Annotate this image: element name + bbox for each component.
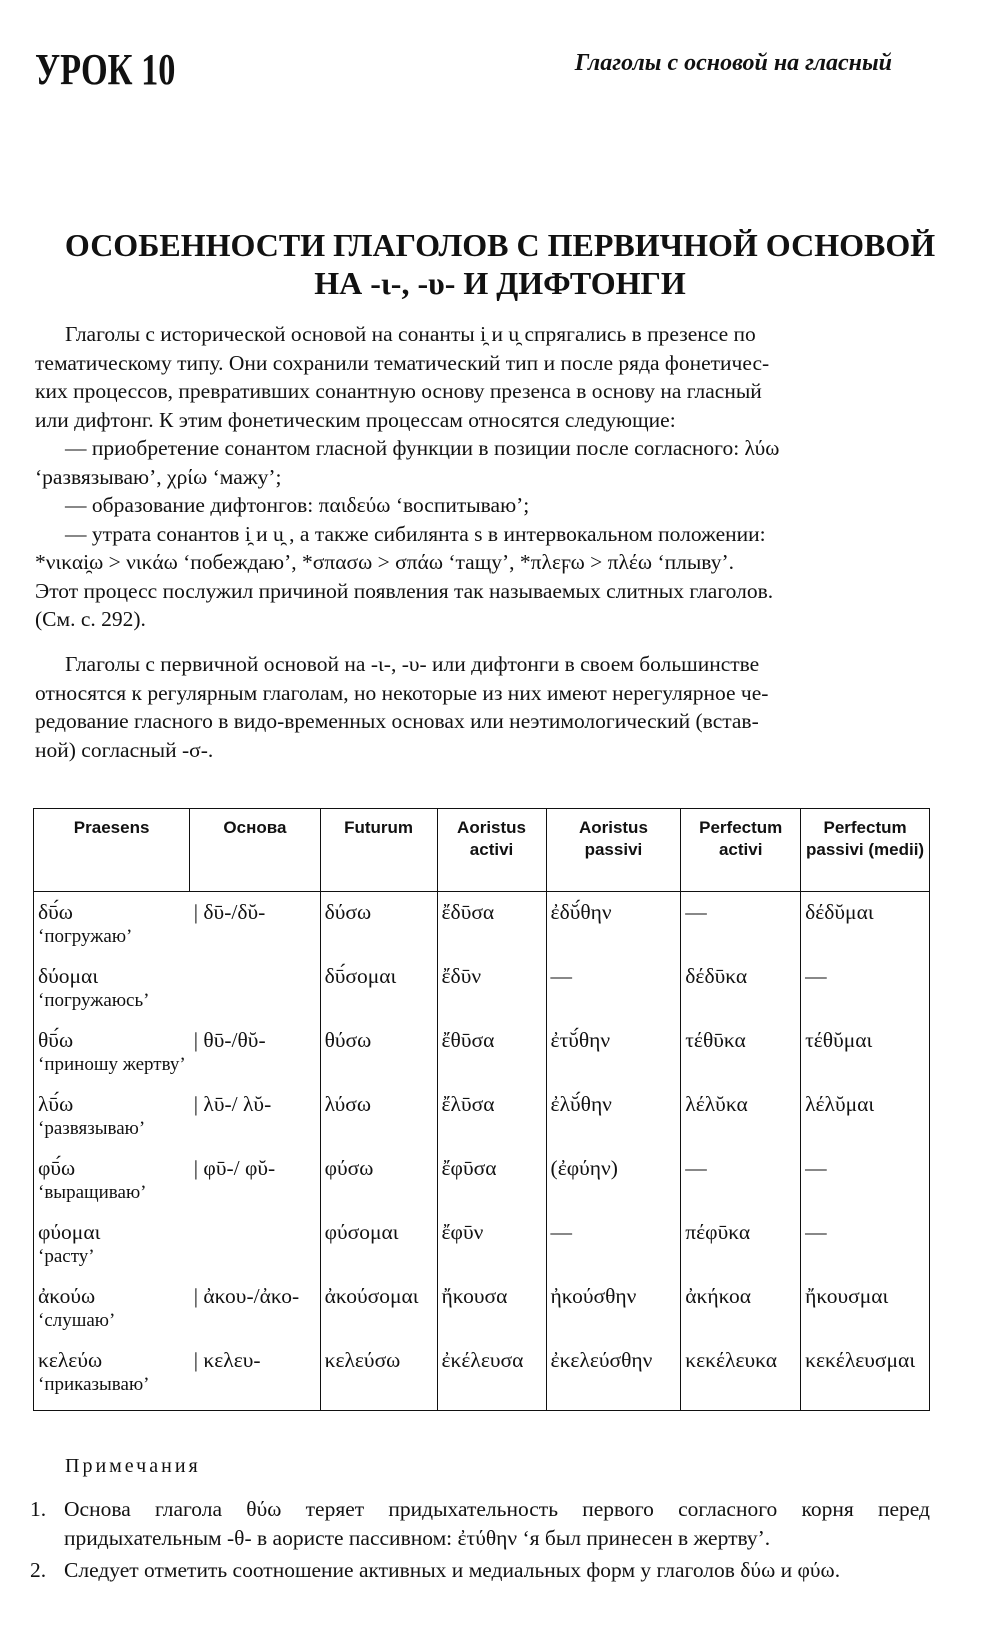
gloss-text: ‘выращиваю’ bbox=[38, 1182, 147, 1203]
cell-text: φύομαι bbox=[38, 1220, 101, 1244]
futurum-cell bbox=[320, 892, 437, 957]
cell-text: φύσω bbox=[324, 1156, 374, 1180]
cell-text: λέλῠμαι bbox=[805, 1092, 875, 1116]
table-row bbox=[34, 1276, 930, 1340]
cell-text: δῡ-/δῠ- bbox=[203, 900, 266, 924]
aorist-active-cell bbox=[437, 1340, 546, 1411]
cell-text: δύομαι bbox=[38, 964, 99, 988]
stem-cell: | ἀκου-/ἀκο- bbox=[190, 1276, 320, 1340]
perfect-active-cell bbox=[681, 1020, 801, 1084]
perfect-passive-cell bbox=[801, 1148, 930, 1212]
text-line: *νικαi̯ω > νικάω ‘побеждаю’, *σπασω > σπάω ‘тащу’, *πλεϝω > πλέω ‘плыву’. bbox=[35, 550, 734, 574]
aorist-active-cell bbox=[437, 1084, 546, 1148]
perfect-active-cell bbox=[681, 892, 801, 957]
stem-cell: | φῡ-/ φῠ- bbox=[190, 1148, 320, 1212]
perfect-active-cell bbox=[681, 1084, 801, 1148]
note-number: 2. bbox=[30, 1558, 47, 1582]
column-header: Aoristus passivi bbox=[546, 809, 681, 892]
gloss-text: ‘погружаюсь’ bbox=[38, 990, 150, 1011]
note-text: Основа глагола θύω теряет придыхательность первого согласного корня перед придыхательным -θ- в аористе пассивном: ἐτύθην ‘я был принесен в жертву’. bbox=[64, 1497, 930, 1550]
aorist-active-cell bbox=[437, 892, 546, 957]
cell-text: ἔλῡσα bbox=[441, 1092, 495, 1116]
perfect-passive-cell bbox=[801, 1084, 930, 1148]
running-title: Глаголы с основой на гласный bbox=[574, 50, 892, 76]
cell-text: δύσω bbox=[324, 900, 372, 924]
text-line: — утрата сонантов i̯ и u̯ , а также сибилянта s в интервокальном положении: bbox=[65, 521, 766, 546]
table-header-row bbox=[34, 809, 930, 892]
gloss-text: ‘развязываю’ bbox=[38, 1118, 146, 1139]
aorist-passive-cell bbox=[546, 1020, 681, 1084]
table-row bbox=[34, 1020, 930, 1084]
futurum-cell bbox=[320, 1276, 437, 1340]
text-line: относятся к регулярным глаголам, но некоторые из них имеют нерегулярное че- bbox=[35, 680, 769, 705]
cell-text: ἔδῡσα bbox=[441, 900, 495, 924]
cell-text: ἐλῠ́θην bbox=[550, 1092, 612, 1116]
perfect-active-cell bbox=[681, 1148, 801, 1212]
cell-text: ἀκου-/ἀκο- bbox=[203, 1284, 300, 1308]
aorist-active-cell bbox=[437, 1020, 546, 1084]
aorist-active-cell bbox=[437, 1212, 546, 1276]
text-line: Этот процесс послужил причиной появления так называемых слитных глаголов. bbox=[35, 578, 774, 603]
cell-text: (ἐφύην) bbox=[550, 1156, 618, 1180]
verb-forms-table bbox=[33, 808, 930, 1411]
notes-heading: Примечания bbox=[65, 1455, 201, 1477]
text-line: ‘развязываю’, χρίω ‘мажу’; bbox=[35, 464, 282, 489]
column-header: Основа bbox=[190, 809, 320, 892]
table-row bbox=[34, 892, 930, 957]
pres-cell bbox=[34, 1212, 190, 1276]
perfect-passive-cell bbox=[801, 1020, 930, 1084]
text-line: — образование дифтонгов: παιδεύω ‘воспитываю’; bbox=[65, 493, 530, 517]
futurum-cell bbox=[320, 1020, 437, 1084]
cell-text: — bbox=[805, 1156, 827, 1180]
cell-text: — bbox=[805, 1220, 827, 1244]
futurum-cell bbox=[320, 1148, 437, 1212]
cell-text: ἀκούω bbox=[38, 1284, 96, 1308]
note-text: Следует отметить соотношение активных и медиальных форм у глаголов δύω и φύω. bbox=[64, 1558, 841, 1582]
cell-text: — bbox=[550, 1220, 573, 1244]
cell-text: φύσομαι bbox=[324, 1220, 399, 1244]
cell-text: ἀκούσομαι bbox=[324, 1284, 419, 1308]
pres-cell bbox=[34, 1340, 190, 1411]
aorist-passive-cell bbox=[546, 892, 681, 957]
aorist-active-cell bbox=[437, 1148, 546, 1212]
column-header: Futurum bbox=[320, 809, 437, 892]
cell-text: ἤκουσα bbox=[441, 1284, 508, 1308]
text-line: Глаголы с первичной основой на -ι-, -υ- или дифтонги в своем большинстве bbox=[65, 652, 760, 676]
cell-text: ἐδῠ́θην bbox=[550, 900, 612, 924]
cell-text: ἔφῡσα bbox=[441, 1156, 497, 1180]
text-line: ной) согласный -σ-. bbox=[35, 737, 214, 762]
pres-cell bbox=[34, 956, 190, 1020]
lesson-number: УРОК 10 bbox=[35, 45, 176, 94]
perfect-passive-cell bbox=[801, 1276, 930, 1340]
cell-text: τέθῠμαι bbox=[805, 1028, 873, 1052]
stem-cell: | λῡ-/ λῠ- bbox=[190, 1084, 320, 1148]
column-header: Perfectum activi bbox=[681, 809, 801, 892]
cell-text: κελεύσω bbox=[324, 1348, 401, 1372]
cell-text: θύσω bbox=[324, 1028, 372, 1052]
cell-text: ἠκούσθην bbox=[550, 1284, 637, 1308]
cell-text: κελεύω bbox=[38, 1348, 103, 1372]
cell-text: ἐκελεύσθην bbox=[550, 1348, 653, 1372]
gloss-text: ‘приказываю’ bbox=[38, 1374, 150, 1395]
futurum-cell bbox=[320, 1340, 437, 1411]
aorist-active-cell bbox=[437, 956, 546, 1020]
column-header: Aoristus activi bbox=[437, 809, 546, 892]
gloss-text: ‘расту’ bbox=[38, 1246, 95, 1267]
pres-cell bbox=[34, 1084, 190, 1148]
cell-text: κεκέλευσμαι bbox=[805, 1348, 916, 1372]
perfect-active-cell bbox=[681, 956, 801, 1020]
cell-text: ἐκέλευσα bbox=[441, 1348, 524, 1372]
second-paragraph bbox=[35, 650, 930, 764]
cell-text: δῡ́ω bbox=[38, 900, 73, 924]
perfect-passive-cell bbox=[801, 892, 930, 957]
aorist-passive-cell bbox=[546, 1148, 681, 1212]
table-row bbox=[34, 1148, 930, 1212]
cell-text: φῡ́ω bbox=[38, 1156, 76, 1180]
cell-text: ἤκουσμαι bbox=[805, 1284, 889, 1308]
table-row bbox=[34, 956, 930, 1020]
text-line: — приобретение сонантом гласной функции в позиции после согласного: λύω bbox=[65, 436, 780, 460]
text-line: редование гласного в видо-временных основах или неэтимологический (встав- bbox=[35, 709, 759, 733]
column-header: Praesens bbox=[34, 809, 190, 892]
section-title bbox=[40, 226, 960, 302]
cell-text: κελευ- bbox=[203, 1348, 261, 1372]
stem-cell bbox=[190, 956, 320, 1020]
text-line: или дифтонг. К этим фонетическим процессам относятся следующие: bbox=[35, 407, 676, 432]
perfect-active-cell bbox=[681, 1212, 801, 1276]
stem-cell: | δῡ-/δῠ- bbox=[190, 892, 320, 957]
column-header: Perfectum passivi (medii) bbox=[801, 809, 930, 892]
note-item bbox=[30, 1556, 930, 1585]
cell-text: κεκέλευκα bbox=[685, 1348, 778, 1372]
cell-text: δέδῡκα bbox=[685, 964, 748, 988]
intro-paragraph bbox=[35, 320, 930, 634]
gloss-text: ‘приношу жертву’ bbox=[38, 1054, 186, 1075]
section-title-line-1: ОСОБЕННОСТИ ГЛАГОЛОВ С ПЕРВИЧНОЙ ОСНОВОЙ bbox=[64, 227, 936, 263]
notes-list bbox=[30, 1495, 930, 1589]
note-number: 1. bbox=[30, 1497, 47, 1521]
cell-text: θῡ-/θῠ- bbox=[203, 1028, 266, 1052]
cell-text: ἔθῡσα bbox=[441, 1028, 495, 1052]
text-line: ких процессов, превративших сонантную основу презенса в основу на гласный bbox=[35, 379, 762, 403]
futurum-cell bbox=[320, 1212, 437, 1276]
perfect-passive-cell bbox=[801, 1212, 930, 1276]
cell-text: ἀκήκοα bbox=[685, 1284, 752, 1308]
cell-text: πέφῡκα bbox=[685, 1220, 751, 1244]
table-row bbox=[34, 1212, 930, 1276]
aorist-active-cell bbox=[437, 1276, 546, 1340]
cell-text: λῡ-/ λῠ- bbox=[203, 1092, 272, 1116]
perfect-passive-cell bbox=[801, 1340, 930, 1411]
pres-cell bbox=[34, 1020, 190, 1084]
perfect-active-cell bbox=[681, 1340, 801, 1411]
futurum-cell bbox=[320, 1084, 437, 1148]
cell-text: λῡ́ω bbox=[38, 1092, 74, 1116]
aorist-passive-cell bbox=[546, 1276, 681, 1340]
cell-text: — bbox=[685, 1156, 707, 1180]
stem-cell bbox=[190, 1212, 320, 1276]
text-line: Глаголы с исторической основой на сонанты i̯ и u̯ спрягались в презенсе по bbox=[65, 322, 756, 346]
pres-cell bbox=[34, 1148, 190, 1212]
text-line: (См. с. 292). bbox=[35, 607, 146, 631]
cell-text: ἔφῡν bbox=[441, 1220, 484, 1244]
aorist-passive-cell bbox=[546, 1340, 681, 1411]
perfect-active-cell bbox=[681, 1276, 801, 1340]
section-title-line-2: НА -ι-, -υ- И ДИФТОНГИ bbox=[314, 265, 686, 301]
pres-cell bbox=[34, 892, 190, 957]
table-row bbox=[34, 1340, 930, 1411]
cell-text: φῡ-/ φῠ- bbox=[203, 1156, 276, 1180]
futurum-cell bbox=[320, 956, 437, 1020]
note-item bbox=[30, 1495, 930, 1552]
cell-text: — bbox=[550, 964, 573, 988]
cell-text: ἐτῠ́θην bbox=[550, 1028, 611, 1052]
text-line: тематическому типу. Они сохранили тематический тип и после ряда фонетичес- bbox=[35, 350, 770, 375]
cell-text: δῡ́σομαι bbox=[324, 964, 397, 988]
cell-text: — bbox=[805, 964, 827, 988]
perfect-passive-cell bbox=[801, 956, 930, 1020]
cell-text: — bbox=[685, 900, 707, 924]
gloss-text: ‘слушаю’ bbox=[38, 1310, 116, 1331]
aorist-passive-cell bbox=[546, 1084, 681, 1148]
gloss-text: ‘погружаю’ bbox=[38, 926, 133, 947]
pres-cell bbox=[34, 1276, 190, 1340]
aorist-passive-cell bbox=[546, 1212, 681, 1276]
cell-text: λέλῠκα bbox=[685, 1092, 748, 1116]
aorist-passive-cell bbox=[546, 956, 681, 1020]
cell-text: λύσω bbox=[324, 1092, 372, 1116]
stem-cell: | κελευ- bbox=[190, 1340, 320, 1411]
cell-text: θῡ́ω bbox=[38, 1028, 74, 1052]
cell-text: δέδῠμαι bbox=[805, 900, 874, 924]
table-row bbox=[34, 1084, 930, 1148]
cell-text: ἔδῡν bbox=[441, 964, 482, 988]
cell-text: τέθῡκα bbox=[685, 1028, 746, 1052]
stem-cell: | θῡ-/θῠ- bbox=[190, 1020, 320, 1084]
